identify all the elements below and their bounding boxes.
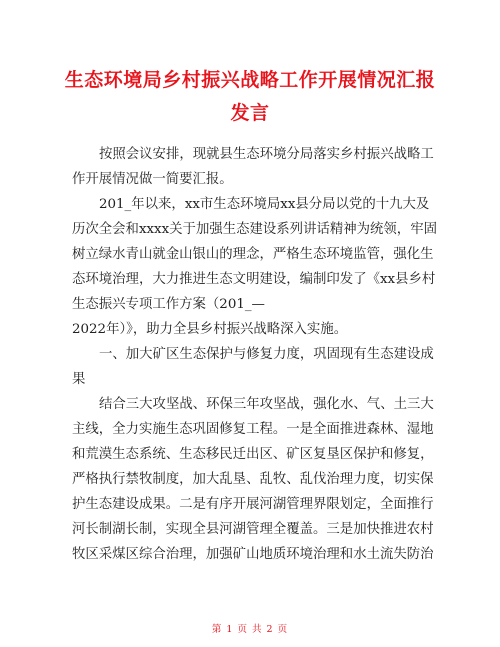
document-title: 生态环境局乡村振兴战略工作开展情况汇报发言 [64,69,436,124]
page-number-footer: 第 1 页 共 2 页 [211,624,289,635]
document-body [72,142,442,567]
paragraph-intro: 按照会议安排，现就县生态环境分局落实乡村振兴战略工作开展情况做一简要汇报。 [72,147,434,187]
section-heading-1: 一、加大矿区生态保护与修复力度，巩固现有生态建设成果 [72,347,434,387]
paragraph-section-1: 结合三大攻坚战、环保三年攻坚战，强化水、气、土三大主线，全力实施生态巩固修复工程。一是全面推进森林、湿地和荒漠生态系统、生态移民迁出区、矿区复垦区保护和修复，严格执行禁牧制度，加大乱垦、乱牧、乱伐治理力度，切实保护生态建设成果。二是有序开展河湖管理界限划定，全面推行河长制湖长制，实现全县河湖管理全覆盖。三是加快推进农村牧区采煤区综合治理，加强矿山地质环境治理和水土流失防治 [72,397,434,562]
paragraph-background: 201_年以来，xx市生态环境局xx县分局以党的十九大及历次全会和xxxx关于加强生态建设系列讲话精神为统领，牢固树立绿水青山就金山银山的理念，严格生态环境监管，强化生态环境治理，大力推进生态文明建设，编制印发了《xx县乡村生态振兴专项工作方案（201_— [72,197,437,312]
paragraph-background-continued: 2022年）》，助力全县乡村振兴战略深入实施。 [72,322,348,337]
